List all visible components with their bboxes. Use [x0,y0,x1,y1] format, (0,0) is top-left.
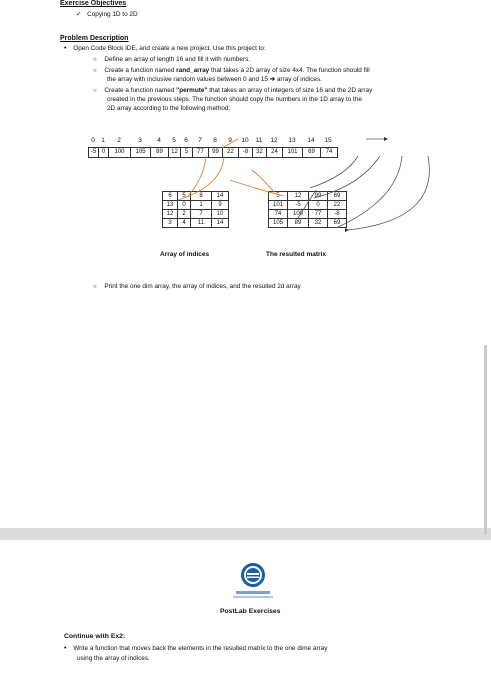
circle-bullet-icon: ○ [93,284,97,290]
array-cell: -8 [239,148,253,157]
grid-cell: 105 [269,219,288,228]
grid-cell: 12 [288,192,309,201]
logo-text-line [236,591,270,594]
array-cell: 0 [99,148,109,157]
grid-cell: 100 [288,210,309,219]
array-index-label: 14 [307,137,315,144]
grid-cell: 32 [309,219,328,228]
bullet-icon: • [64,645,67,652]
grid-row [163,192,229,201]
grid-cell: 22 [328,201,347,210]
page-separator [0,528,491,540]
orange-mapping-line [252,170,274,192]
scrollbar[interactable] [484,345,487,535]
grid-row [269,201,347,210]
grid-cell: 5 [269,192,288,201]
postlab-task [64,644,327,653]
gray-mapping-line [310,156,358,188]
grid-row [163,210,229,219]
grid-cell: 69 [328,192,347,201]
logo-text-line [233,596,273,598]
postlab-task-line1: Write a function that moves back the elements in the resulted matrix to the one dime array [73,645,328,652]
array-index-label: 8 [213,137,217,144]
array-index-label: 12 [270,137,278,144]
grid-cell: 89 [288,219,309,228]
grid-cell: 0 [178,201,191,210]
array-cell: 24 [267,148,283,157]
postlab-task-line2: using the array of indices. [77,655,150,662]
grid-cell: 69 [328,219,347,228]
array-cell: 32 [253,148,267,157]
grid-cell: 9 [212,201,229,210]
grid-cell: 3 [163,219,178,228]
grid-cell: -5 [288,201,309,210]
grid-cell: 7 [191,210,212,219]
array-index-label: 1 [101,137,105,144]
array-index-label: 5 [172,137,176,144]
array-index-label: 13 [288,137,296,144]
array-cell: 5 [181,148,193,157]
array-index-label: 2 [117,137,121,144]
grid-cell: 8 [191,192,212,201]
array-cell: 100 [109,148,131,157]
array-cell: 101 [283,148,303,157]
grid-cell: 10 [212,210,229,219]
array-index-label: 7 [198,137,202,144]
result-grid-caption: The resulted matrix [266,251,326,258]
array-cell: 99 [209,148,223,157]
arrow-head [345,228,349,232]
sub-item-1 [93,55,250,65]
objective-item [76,10,138,19]
university-logo-icon [240,562,266,588]
grid-row [163,219,229,228]
grid-row [269,192,347,201]
array-index-label: 6 [184,137,188,144]
grid-cell: 12 [163,210,178,219]
array-index-label: 4 [157,137,161,144]
sub-item-2-text-a: Create a function named [104,67,177,74]
circle-bullet-icon: ○ [93,68,97,74]
array-cell: 105 [131,148,151,157]
postlab-caption: PostLab Exercises [220,608,281,615]
problem-bullet [64,44,266,53]
sub-item-3-line2: created in the previous steps. The function should copy the numbers in the 1D array to the [107,96,362,103]
sub-item-print [93,282,301,292]
grid-cell: 1 [191,201,212,210]
array-cell: 74 [325,149,333,155]
grid-cell: 4 [178,219,191,228]
result-grid [268,191,347,228]
sub-item-3-text-a: Create a function named [104,87,177,94]
array-cell: -5 [89,148,99,157]
objective-text: Copying 1D to 2D [87,11,138,18]
array-cell: 77 [193,148,209,157]
circle-bullet-icon: ○ [93,57,97,63]
grid-cell: 14 [212,219,229,228]
problem-bullet-text: Open Code Block IDE, and create a new project. Use this project to: [73,45,266,52]
grid-cell: 2 [178,210,191,219]
sub-item-1-text: Define an array of length 16 and fill it with numbers. [104,56,251,63]
continue-heading: Continue with Ex2: [64,633,126,640]
arrow-head [384,137,388,141]
index-grid [162,191,229,228]
bullet-icon: • [64,45,67,52]
grid-cell: 99 [309,192,328,201]
grid-cell: 11 [191,219,212,228]
grid-cell: -8 [328,210,347,219]
array-index-label: 10 [241,137,249,144]
grid-cell: 13 [163,201,178,210]
function-name-permute: "permute" [176,87,208,94]
array-cell: 69 [303,148,321,157]
one-dim-array [88,147,338,158]
objectives-heading: Exercise Objectives [60,0,127,7]
sub-item-print-text: Print the one dim array, the array of indices, and the resulted 2d array [104,283,301,290]
sub-item-2-line2-text: the array with inclusive random values between 0 and 15 [107,76,270,83]
gray-mapping-line [348,156,429,230]
orange-mapping-line [188,156,206,196]
check-icon: ✓ [76,11,82,18]
array-index-label: 0 [91,137,95,144]
array-index-label: 15 [324,137,332,144]
grid-cell: 0 [309,201,328,210]
function-name-rand-array: rand_array [176,67,210,74]
grid-cell: 5 [178,192,191,201]
array-cell: 22 [223,148,239,157]
sub-item-3-line3: 2D array according to the following method: [107,105,231,112]
index-grid-caption: Array of indices [160,251,210,258]
grid-cell: 101 [269,201,288,210]
grid-cell: 77 [309,210,328,219]
array-index-label: 11 [255,137,263,144]
problem-heading: Problem Description [60,35,129,42]
grid-row [269,210,347,219]
sub-item-3-text-b: that takes an array of integers of size 16 and the 2D array [207,87,373,94]
array-index-label: 9 [228,137,232,144]
document-page-2 [0,540,482,700]
array-cell: 12 [169,148,181,157]
grid-cell: 6 [163,192,178,201]
arrow-right-icon: ➔ [269,76,276,83]
sub-item-2-line2 [107,75,322,84]
array-index-label: 3 [138,137,142,144]
grid-cell: 74 [269,210,288,219]
array-cell: 89 [151,148,169,157]
sub-item-2-line2-end: array of indices. [275,76,322,83]
grid-row [269,219,347,228]
circle-bullet-icon: ○ [93,88,97,94]
grid-row [163,201,229,210]
grid-cell: 14 [212,192,229,201]
sub-item-2-text-b: that takes a 2D array of size 4x4. The function should fill [209,67,370,74]
